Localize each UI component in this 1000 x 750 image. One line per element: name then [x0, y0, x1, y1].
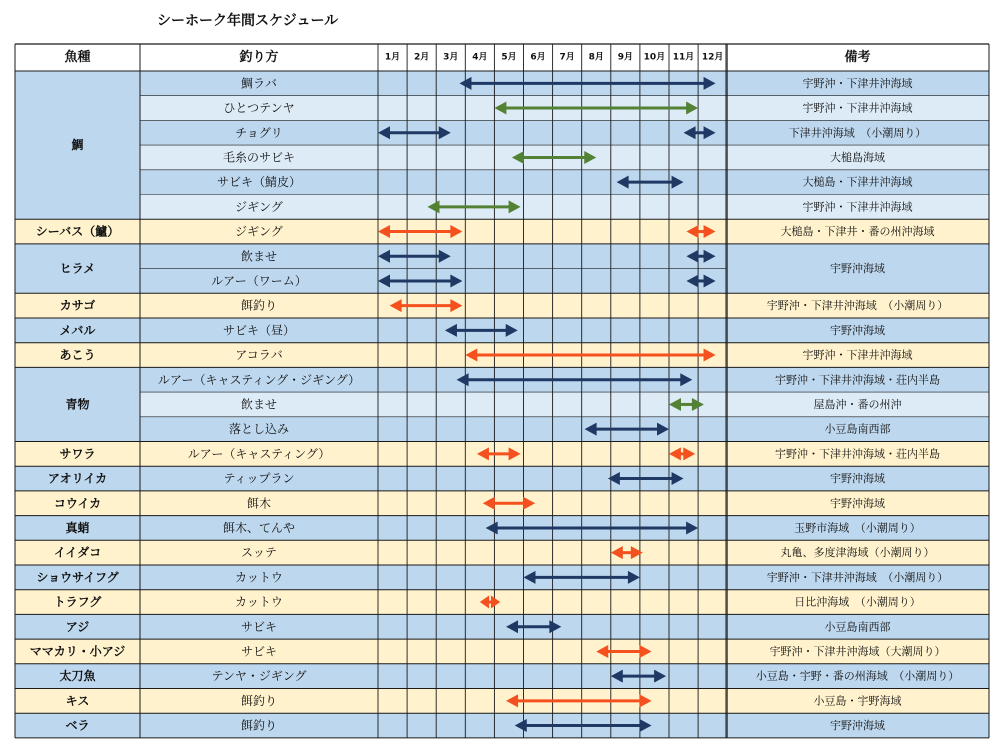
method-label: 飲ませ	[240, 249, 278, 264]
method-label: サビキ（鯖皮）	[216, 175, 302, 190]
fish-name: あこう	[59, 348, 96, 363]
note-text: 宇野沖・下津井沖海域・荘内半島	[775, 373, 940, 387]
method-label: 落とし込み	[228, 422, 290, 437]
method-label: チョグリ	[235, 125, 283, 140]
method-label: サビキ	[240, 644, 278, 659]
header-month: 11月	[672, 52, 695, 63]
method-label: スッテ	[241, 545, 277, 560]
header-notes: 備考	[844, 50, 871, 65]
fish-name: コウイカ	[53, 496, 102, 511]
method-label: サビキ	[240, 619, 278, 634]
fish-name: ベラ	[65, 718, 90, 733]
note-text: 宇野沖海域	[830, 262, 885, 276]
note-text: 宇野沖・下津井沖海域	[802, 76, 913, 90]
method-label: ジギング	[235, 224, 283, 239]
note-text: 小豆島・宇野海域	[813, 694, 902, 708]
note-text: 宇野沖・下津井沖海域	[802, 101, 913, 115]
method-label: サビキ（昼）	[222, 323, 296, 338]
method-label: テンヤ・ジギング	[211, 669, 307, 684]
note-text: 宇野沖・下津井沖海域 （小潮周り）	[766, 570, 949, 584]
note-text: 宇野沖・下津井沖海域（大潮周り）	[769, 644, 946, 658]
note-text: 宇野沖海域	[830, 323, 885, 337]
header-month: 7月	[559, 52, 575, 63]
schedule-row	[140, 590, 726, 615]
method-label: ティップラン	[223, 471, 295, 486]
fish-name: ショウサイフグ	[36, 570, 119, 585]
fish-name: 太刀魚	[59, 669, 96, 684]
header-month: 6月	[530, 52, 546, 63]
fish-name: キス	[65, 693, 90, 708]
fish-name: カサゴ	[59, 298, 96, 313]
note-text: 日比沖海域 （小潮周り）	[794, 595, 921, 609]
fish-name: ヒラメ	[59, 261, 96, 276]
method-label: 餌木、てんや	[222, 520, 296, 535]
note-text: 大槌島海域	[830, 150, 885, 164]
fish-name: アオリイカ	[47, 471, 108, 486]
method-label: ルアー（ワーム）	[211, 273, 307, 288]
header-month: 3月	[443, 52, 459, 63]
header-month: 12月	[701, 52, 724, 63]
method-label: 鯛ラバ	[240, 76, 278, 91]
header-month: 1月	[384, 52, 401, 63]
method-label: ルアー（キャスティング）	[187, 446, 331, 461]
fish-name: 鯛	[71, 138, 84, 153]
method-label: カットウ	[235, 570, 283, 585]
note-text: 玉野市海域 （小潮周り）	[794, 521, 921, 535]
fish-name: 真蛸	[65, 520, 90, 535]
method-label: ジギング	[235, 199, 283, 214]
method-label: ルアー（キャスティング・ジギング）	[157, 372, 361, 387]
header-month: 10月	[643, 52, 666, 63]
header-month: 8月	[588, 52, 604, 63]
note-text: 丸亀、多度津海域（小潮周り）	[780, 546, 935, 560]
note-text: 宇野沖海域	[830, 496, 885, 510]
method-label: 餌釣り	[240, 298, 278, 313]
fish-name: シーバス（鱸）	[35, 224, 120, 239]
fish-name: アジ	[65, 619, 90, 634]
note-text: 宇野沖・下津井沖海域	[802, 200, 913, 214]
note-text: 大槌島・下津井沖海域	[802, 175, 913, 189]
fish-name: トラフグ	[53, 595, 102, 610]
method-label: ひとつテンヤ	[223, 101, 295, 116]
method-label: アコラバ	[235, 348, 283, 363]
fish-name: メバル	[59, 323, 96, 338]
note-text: 宇野沖・下津井沖海域 （小潮周り）	[766, 299, 949, 313]
note-text: 小豆島・宇野・番の州海域 （小潮周り）	[755, 669, 960, 683]
schedule-row	[140, 614, 726, 639]
header-month: 5月	[501, 52, 517, 63]
note-text: 宇野沖海域	[830, 719, 885, 733]
note-text: 大槌島・下津井・番の州沖海域	[780, 225, 935, 239]
note-text: 屋島沖・番の州沖	[813, 397, 902, 411]
method-label: 餌木	[246, 496, 272, 511]
schedule-row	[140, 392, 726, 417]
schedule-row	[140, 491, 726, 516]
page-title: シーホーク年間スケジュール	[157, 13, 339, 29]
header-fish: 魚種	[64, 50, 91, 65]
method-label: 餌釣り	[240, 718, 278, 733]
fish-name: 青物	[65, 397, 90, 412]
fish-name: イイダコ	[53, 545, 102, 560]
method-label: 飲ませ	[240, 397, 278, 412]
note-text: 小豆島南西部	[824, 422, 891, 436]
header-month: 4月	[472, 52, 488, 63]
note-text: 小豆島南西部	[824, 620, 891, 634]
note-text: 下津井沖海域 （小潮周り）	[788, 126, 927, 140]
header-method: 釣り方	[239, 50, 279, 65]
header-month: 2月	[414, 52, 430, 63]
header-month: 9月	[617, 52, 633, 63]
fish-name: ママカリ・小アジ	[29, 644, 126, 659]
method-label: 餌釣り	[240, 693, 278, 708]
note-text: 宇野沖・下津井沖海域	[802, 348, 913, 362]
note-text: 宇野沖海域	[830, 472, 885, 486]
fish-name: サワラ	[59, 446, 96, 461]
method-label: カットウ	[235, 595, 283, 610]
method-label: 毛糸のサビキ	[222, 150, 296, 165]
note-text: 宇野沖・下津井沖海域・荘内半島	[775, 447, 940, 461]
